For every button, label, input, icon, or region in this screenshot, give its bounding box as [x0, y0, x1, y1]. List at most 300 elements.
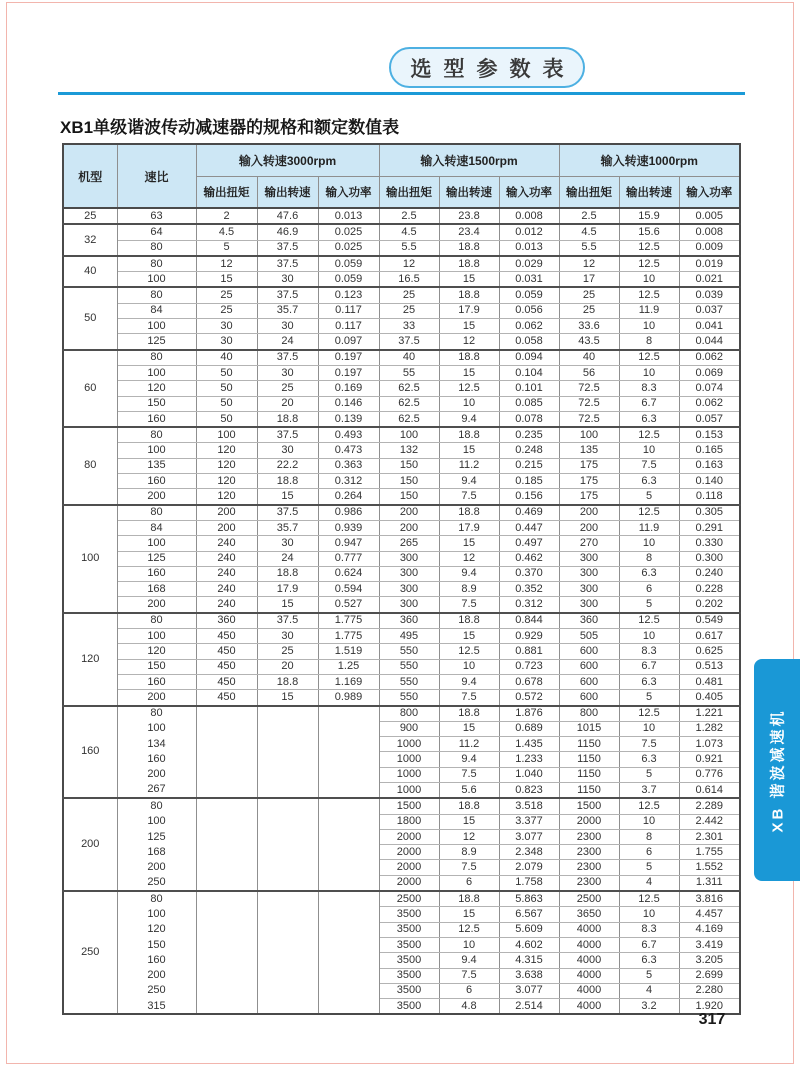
- value-cell: 8.9: [439, 582, 499, 597]
- ratio-cell: 250: [117, 983, 196, 998]
- value-cell: 0.078: [499, 411, 559, 427]
- value-cell: 62.5: [379, 411, 439, 427]
- value-cell: 1150: [559, 752, 619, 767]
- value-cell: 4.5: [379, 224, 439, 240]
- value-cell: 12.5: [619, 240, 679, 256]
- page-title: 选型参数表: [410, 57, 576, 81]
- value-cell: 3500: [379, 983, 439, 998]
- value-cell: 1.755: [679, 845, 740, 860]
- value-cell: 2000: [379, 875, 439, 891]
- value-cell: 72.5: [559, 381, 619, 396]
- value-cell: 10: [619, 443, 679, 458]
- value-cell: 3.638: [499, 968, 559, 983]
- value-cell: 10: [619, 272, 679, 288]
- value-cell: 120: [196, 489, 257, 505]
- value-cell: 2.442: [679, 814, 740, 829]
- value-cell: 24: [257, 551, 318, 566]
- value-cell: 300: [559, 582, 619, 597]
- value-cell: 360: [559, 613, 619, 629]
- value-cell: 300: [379, 551, 439, 566]
- ratio-cell: 64: [117, 224, 196, 240]
- table-row: [63, 937, 740, 952]
- value-cell: 15: [257, 690, 318, 706]
- value-cell: 360: [196, 613, 257, 629]
- value-cell: 15: [439, 907, 499, 922]
- value-cell: 5: [619, 767, 679, 782]
- value-cell: 900: [379, 721, 439, 736]
- value-cell: [196, 860, 257, 875]
- value-cell: 1000: [379, 752, 439, 767]
- value-cell: 50: [196, 411, 257, 427]
- value-cell: [257, 860, 318, 875]
- value-cell: 120: [196, 443, 257, 458]
- value-cell: 4000: [559, 968, 619, 983]
- value-cell: 6.3: [619, 953, 679, 968]
- value-cell: 0.012: [499, 224, 559, 240]
- header-group-3000rpm: 输入转速3000rpm: [196, 144, 379, 177]
- value-cell: [196, 953, 257, 968]
- value-cell: 35.7: [257, 303, 318, 318]
- ratio-cell: 120: [117, 644, 196, 659]
- value-cell: 3500: [379, 953, 439, 968]
- value-cell: 0.312: [499, 597, 559, 613]
- value-cell: 0.008: [499, 208, 559, 224]
- value-cell: 2000: [379, 829, 439, 844]
- value-cell: 0.462: [499, 551, 559, 566]
- value-cell: 0.215: [499, 458, 559, 473]
- table-row: [63, 999, 740, 1015]
- spec-table-body: [63, 208, 740, 1014]
- value-cell: 0.493: [318, 427, 379, 443]
- ratio-cell: 135: [117, 458, 196, 473]
- header-output-torque: 输出扭矩: [379, 177, 439, 209]
- table-row: [63, 860, 740, 875]
- header-input-power: 输入功率: [318, 177, 379, 209]
- value-cell: 11.9: [619, 303, 679, 318]
- value-cell: 2.5: [379, 208, 439, 224]
- value-cell: 550: [379, 644, 439, 659]
- value-cell: 0.844: [499, 613, 559, 629]
- value-cell: 0.678: [499, 674, 559, 689]
- value-cell: 0.062: [679, 350, 740, 366]
- value-cell: 12.5: [619, 798, 679, 814]
- model-cell: 200: [63, 798, 117, 891]
- value-cell: [318, 937, 379, 952]
- value-cell: 175: [559, 474, 619, 489]
- value-cell: 0.312: [318, 474, 379, 489]
- table-row: [63, 845, 740, 860]
- value-cell: 37.5: [257, 427, 318, 443]
- header-output-torque: 输出扭矩: [196, 177, 257, 209]
- value-cell: 2000: [559, 814, 619, 829]
- table-row: [63, 303, 740, 318]
- ratio-cell: 168: [117, 845, 196, 860]
- value-cell: 0.594: [318, 582, 379, 597]
- value-cell: [196, 999, 257, 1015]
- ratio-cell: 134: [117, 737, 196, 752]
- value-cell: 1.311: [679, 875, 740, 891]
- ratio-cell: 150: [117, 659, 196, 674]
- table-row: [63, 659, 740, 674]
- value-cell: [196, 922, 257, 937]
- value-cell: 0.929: [499, 629, 559, 644]
- value-cell: 450: [196, 644, 257, 659]
- value-cell: 6: [619, 582, 679, 597]
- table-row: [63, 629, 740, 644]
- value-cell: 10: [619, 629, 679, 644]
- value-cell: 100: [196, 427, 257, 443]
- table-row: [63, 536, 740, 551]
- value-cell: 23.4: [439, 224, 499, 240]
- value-cell: [196, 752, 257, 767]
- value-cell: 62.5: [379, 396, 439, 411]
- ratio-cell: 160: [117, 411, 196, 427]
- ratio-cell: 100: [117, 443, 196, 458]
- value-cell: 0.330: [679, 536, 740, 551]
- value-cell: 5.5: [379, 240, 439, 256]
- value-cell: 800: [379, 706, 439, 722]
- table-row: [63, 287, 740, 303]
- value-cell: 0.947: [318, 536, 379, 551]
- value-cell: 11.2: [439, 458, 499, 473]
- value-cell: [318, 737, 379, 752]
- divider-rule: [58, 92, 745, 95]
- value-cell: 10: [619, 721, 679, 736]
- value-cell: 0.549: [679, 613, 740, 629]
- value-cell: 6: [439, 875, 499, 891]
- value-cell: 37.5: [257, 505, 318, 521]
- value-cell: 7.5: [619, 737, 679, 752]
- value-cell: 43.5: [559, 334, 619, 350]
- value-cell: 450: [196, 629, 257, 644]
- header-group-1000rpm: 输入转速1000rpm: [559, 144, 740, 177]
- value-cell: 505: [559, 629, 619, 644]
- value-cell: 0.617: [679, 629, 740, 644]
- value-cell: [318, 706, 379, 722]
- value-cell: 3500: [379, 968, 439, 983]
- value-cell: 3.816: [679, 891, 740, 907]
- value-cell: [257, 953, 318, 968]
- value-cell: 0.235: [499, 427, 559, 443]
- value-cell: 1150: [559, 782, 619, 798]
- value-cell: [257, 706, 318, 722]
- value-cell: 12: [439, 829, 499, 844]
- value-cell: 600: [559, 690, 619, 706]
- value-cell: 0.881: [499, 644, 559, 659]
- ratio-cell: 100: [117, 272, 196, 288]
- value-cell: 9.4: [439, 411, 499, 427]
- ratio-cell: 100: [117, 536, 196, 551]
- value-cell: 200: [196, 505, 257, 521]
- value-cell: 1.25: [318, 659, 379, 674]
- value-cell: 15: [196, 272, 257, 288]
- table-row: [63, 891, 740, 907]
- ratio-cell: 63: [117, 208, 196, 224]
- value-cell: 25: [379, 303, 439, 318]
- value-cell: 4.602: [499, 937, 559, 952]
- value-cell: 0.021: [679, 272, 740, 288]
- value-cell: 12: [559, 256, 619, 272]
- value-cell: 23.8: [439, 208, 499, 224]
- table-row: [63, 983, 740, 998]
- value-cell: 72.5: [559, 396, 619, 411]
- value-cell: 1.519: [318, 644, 379, 659]
- table-row: [63, 443, 740, 458]
- table-row: [63, 272, 740, 288]
- value-cell: 1000: [379, 767, 439, 782]
- value-cell: 0.062: [499, 319, 559, 334]
- value-cell: 12.5: [619, 706, 679, 722]
- value-cell: 17: [559, 272, 619, 288]
- value-cell: 0.921: [679, 752, 740, 767]
- value-cell: 0.370: [499, 566, 559, 581]
- table-row: [63, 240, 740, 256]
- value-cell: 0.029: [499, 256, 559, 272]
- value-cell: 15: [439, 814, 499, 829]
- value-cell: 37.5: [257, 287, 318, 303]
- table-row: [63, 427, 740, 443]
- value-cell: 18.8: [257, 566, 318, 581]
- value-cell: 1.040: [499, 767, 559, 782]
- value-cell: 6: [439, 983, 499, 998]
- value-cell: 0.264: [318, 489, 379, 505]
- table-row: [63, 334, 740, 350]
- value-cell: 15.9: [619, 208, 679, 224]
- value-cell: [196, 706, 257, 722]
- ratio-cell: 120: [117, 922, 196, 937]
- value-cell: [257, 937, 318, 952]
- value-cell: 6.7: [619, 659, 679, 674]
- value-cell: 3.419: [679, 937, 740, 952]
- value-cell: 0.025: [318, 224, 379, 240]
- table-row: [63, 690, 740, 706]
- value-cell: 550: [379, 659, 439, 674]
- value-cell: 150: [379, 489, 439, 505]
- value-cell: 9.4: [439, 953, 499, 968]
- table-row: [63, 582, 740, 597]
- value-cell: 4.169: [679, 922, 740, 937]
- value-cell: 0.777: [318, 551, 379, 566]
- value-cell: 2500: [379, 891, 439, 907]
- value-cell: [257, 907, 318, 922]
- value-cell: 2300: [559, 875, 619, 891]
- value-cell: 10: [439, 396, 499, 411]
- value-cell: 4000: [559, 922, 619, 937]
- value-cell: 600: [559, 644, 619, 659]
- value-cell: 37.5: [257, 350, 318, 366]
- ratio-cell: 315: [117, 999, 196, 1015]
- value-cell: 1.221: [679, 706, 740, 722]
- value-cell: 15: [439, 721, 499, 736]
- value-cell: 0.291: [679, 520, 740, 535]
- value-cell: [318, 875, 379, 891]
- value-cell: 9.4: [439, 566, 499, 581]
- value-cell: 0.473: [318, 443, 379, 458]
- value-cell: 37.5: [379, 334, 439, 350]
- value-cell: 0.405: [679, 690, 740, 706]
- table-row: [63, 829, 740, 844]
- ratio-cell: 80: [117, 287, 196, 303]
- ratio-cell: 200: [117, 767, 196, 782]
- value-cell: [257, 968, 318, 983]
- value-cell: 15.6: [619, 224, 679, 240]
- value-cell: 0.056: [499, 303, 559, 318]
- table-row: [63, 224, 740, 240]
- ratio-cell: 250: [117, 875, 196, 891]
- value-cell: 47.6: [257, 208, 318, 224]
- value-cell: 0.165: [679, 443, 740, 458]
- value-cell: 12: [196, 256, 257, 272]
- value-cell: 12.5: [619, 891, 679, 907]
- value-cell: 12: [379, 256, 439, 272]
- value-cell: 10: [619, 814, 679, 829]
- value-cell: 3.077: [499, 829, 559, 844]
- value-cell: 1000: [379, 782, 439, 798]
- value-cell: 11.9: [619, 520, 679, 535]
- value-cell: 12.5: [619, 505, 679, 521]
- value-cell: 22.2: [257, 458, 318, 473]
- model-cell: 80: [63, 427, 117, 504]
- value-cell: [257, 737, 318, 752]
- value-cell: 0.097: [318, 334, 379, 350]
- value-cell: 0.019: [679, 256, 740, 272]
- value-cell: 4.457: [679, 907, 740, 922]
- value-cell: 0.059: [318, 272, 379, 288]
- value-cell: [318, 767, 379, 782]
- value-cell: 2300: [559, 860, 619, 875]
- header-group-1500rpm: 输入转速1500rpm: [379, 144, 559, 177]
- value-cell: 10: [619, 319, 679, 334]
- value-cell: 0.074: [679, 381, 740, 396]
- value-cell: [196, 814, 257, 829]
- value-cell: [196, 782, 257, 798]
- table-row: [63, 644, 740, 659]
- value-cell: [257, 875, 318, 891]
- value-cell: 30: [257, 365, 318, 380]
- value-cell: 0.104: [499, 365, 559, 380]
- table-row: [63, 782, 740, 798]
- value-cell: 0.117: [318, 319, 379, 334]
- table-row: [63, 814, 740, 829]
- model-cell: 100: [63, 505, 117, 613]
- value-cell: 4000: [559, 983, 619, 998]
- value-cell: 1150: [559, 767, 619, 782]
- spec-table-header: [63, 144, 740, 208]
- value-cell: 270: [559, 536, 619, 551]
- header-input-power: 输入功率: [499, 177, 559, 209]
- value-cell: 62.5: [379, 381, 439, 396]
- value-cell: 0.025: [318, 240, 379, 256]
- value-cell: 4.315: [499, 953, 559, 968]
- value-cell: 35.7: [257, 520, 318, 535]
- value-cell: 0.169: [318, 381, 379, 396]
- value-cell: [318, 860, 379, 875]
- header-input-power: 输入功率: [679, 177, 740, 209]
- value-cell: 18.8: [439, 706, 499, 722]
- value-cell: 1800: [379, 814, 439, 829]
- value-cell: 0.153: [679, 427, 740, 443]
- value-cell: 25: [559, 303, 619, 318]
- value-cell: 2500: [559, 891, 619, 907]
- table-row: [63, 706, 740, 722]
- value-cell: 175: [559, 489, 619, 505]
- value-cell: 0.197: [318, 350, 379, 366]
- value-cell: 3.205: [679, 953, 740, 968]
- value-cell: 300: [379, 582, 439, 597]
- value-cell: 175: [559, 458, 619, 473]
- value-cell: 50: [196, 396, 257, 411]
- table-row: [63, 458, 740, 473]
- value-cell: [257, 983, 318, 998]
- model-cell: 160: [63, 706, 117, 799]
- value-cell: 0.497: [499, 536, 559, 551]
- value-cell: 3.7: [619, 782, 679, 798]
- value-cell: 17.9: [257, 582, 318, 597]
- ratio-cell: 100: [117, 907, 196, 922]
- value-cell: 100: [379, 427, 439, 443]
- table-row: [63, 875, 740, 891]
- value-cell: 1.073: [679, 737, 740, 752]
- value-cell: 8: [619, 829, 679, 844]
- ratio-cell: 100: [117, 629, 196, 644]
- value-cell: 12.5: [619, 287, 679, 303]
- value-cell: 4.5: [196, 224, 257, 240]
- value-cell: 2000: [379, 860, 439, 875]
- value-cell: 25: [257, 381, 318, 396]
- value-cell: 9.4: [439, 752, 499, 767]
- value-cell: 4: [619, 875, 679, 891]
- table-row: [63, 256, 740, 272]
- value-cell: 5.609: [499, 922, 559, 937]
- value-cell: 0.469: [499, 505, 559, 521]
- model-cell: 32: [63, 224, 117, 256]
- value-cell: [257, 814, 318, 829]
- value-cell: 30: [196, 334, 257, 350]
- value-cell: 0.059: [499, 287, 559, 303]
- value-cell: 240: [196, 536, 257, 551]
- ratio-cell: 160: [117, 674, 196, 689]
- value-cell: 4000: [559, 937, 619, 952]
- value-cell: 10: [619, 536, 679, 551]
- value-cell: 0.013: [318, 208, 379, 224]
- value-cell: [196, 845, 257, 860]
- value-cell: 15: [257, 597, 318, 613]
- value-cell: 2300: [559, 829, 619, 844]
- value-cell: 1.758: [499, 875, 559, 891]
- value-cell: 8.9: [439, 845, 499, 860]
- model-cell: 40: [63, 256, 117, 288]
- value-cell: 0.185: [499, 474, 559, 489]
- value-cell: 15: [439, 443, 499, 458]
- table-row: [63, 566, 740, 581]
- value-cell: 2.301: [679, 829, 740, 844]
- value-cell: 3650: [559, 907, 619, 922]
- value-cell: [318, 922, 379, 937]
- value-cell: 300: [379, 566, 439, 581]
- ratio-cell: 80: [117, 505, 196, 521]
- value-cell: 6.3: [619, 474, 679, 489]
- value-cell: 800: [559, 706, 619, 722]
- ratio-cell: 80: [117, 427, 196, 443]
- ratio-cell: 80: [117, 798, 196, 814]
- value-cell: 0.062: [679, 396, 740, 411]
- value-cell: 7.5: [439, 597, 499, 613]
- value-cell: 0.123: [318, 287, 379, 303]
- value-cell: 0.039: [679, 287, 740, 303]
- value-cell: 600: [559, 674, 619, 689]
- table-row: [63, 381, 740, 396]
- table-row: [63, 489, 740, 505]
